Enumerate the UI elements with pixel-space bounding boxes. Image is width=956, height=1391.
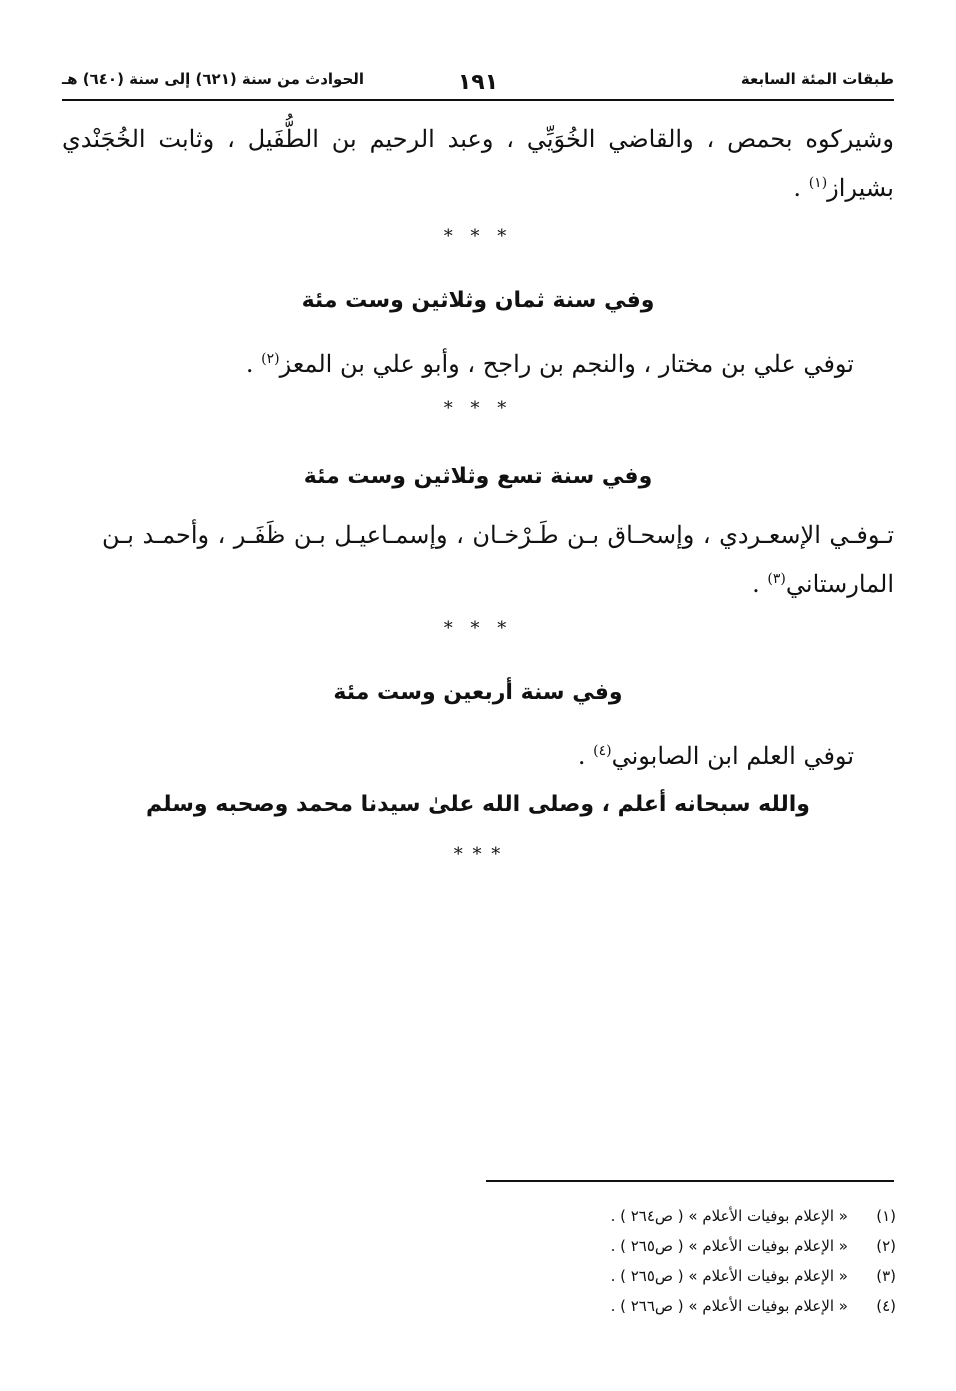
footnote-marker-1: (١) — [808, 175, 828, 191]
obituary-text: توفي علي بن مختار ، والنجم بن راجح ، وأبو علي بن المعز — [279, 350, 854, 378]
period: . — [752, 570, 768, 598]
end-mark: * * * — [453, 844, 503, 865]
footnote-1 — [611, 1207, 896, 1225]
footnote-marker-2: (٢) — [261, 351, 280, 367]
continuation-text: بشيراز — [827, 174, 894, 202]
continuation-line-2 — [793, 162, 894, 209]
obituary-text: توفي العلم ابن الصابوني — [611, 742, 854, 770]
obituary-text: المارستاني — [785, 570, 894, 598]
closing-doxology: والله سبحانه أعلم ، وصلى الله علىٰ سيدنا محمد وصحبه وسلم — [146, 792, 810, 817]
footnote-number: (٤) — [876, 1297, 896, 1315]
footnote-text: « الإعلام بوفيات الأعلام » ( ص٢٦٦ ) . — [610, 1297, 848, 1315]
footnote-text: « الإعلام بوفيات الأعلام » ( ص٢٦٥ ) . — [610, 1237, 848, 1255]
section-separator-2: * * * — [443, 398, 513, 419]
period: . — [577, 742, 594, 770]
section-separator-3: * * * — [443, 618, 513, 639]
header-rule — [62, 99, 894, 101]
footnote-text: « الإعلام بوفيات الأعلام » ( ص٢٦٤ ) . — [610, 1207, 848, 1225]
period: . — [793, 174, 809, 202]
footnote-number: (٢) — [876, 1237, 896, 1255]
footnote-3 — [611, 1267, 896, 1285]
section-638-text — [246, 338, 854, 385]
section-separator-1: * * * — [443, 226, 513, 247]
section-heading-638: وفي سنة ثمان وثلاثين وست مئة — [301, 288, 655, 313]
page-number: ١٩١ — [457, 70, 499, 95]
footnote-4 — [611, 1297, 896, 1315]
section-640-text — [578, 730, 854, 777]
section-heading-640: وفي سنة أربعين وست مئة — [333, 680, 623, 705]
footnote-2 — [611, 1237, 896, 1255]
footnote-marker-3: (٣) — [767, 571, 786, 587]
footnote-text: « الإعلام بوفيات الأعلام » ( ص٢٦٥ ) . — [610, 1267, 848, 1285]
footnote-number: (٣) — [876, 1267, 896, 1285]
running-header-book-title: طبقات المئة السابعة — [740, 70, 894, 88]
footnote-rule — [486, 1180, 894, 1182]
running-header-chapter-title: الحوادث من سنة (٦٢١) إلى سنة (٦٤٠) هـ — [62, 70, 365, 88]
period: . — [245, 350, 262, 378]
footnote-marker-4: (٤) — [593, 743, 612, 759]
footnote-number: (١) — [876, 1207, 896, 1225]
section-639-line-1: تـوفـي الإسعـردي ، وإسحـاق بـن طَـرْخـان ، وإسمـاعيـل بـن ظَفَـر ، وأحمـد بـن — [102, 521, 894, 549]
section-639-line-2 — [752, 558, 894, 605]
continuation-line-1: وشيركوه بحمص ، والقاضي الخُوَيِّي ، وعبد الرحيم بن الطُّفَيل ، وثابت الخُجَنْدي — [62, 125, 894, 153]
section-heading-639: وفي سنة تسع وثلاثين وست مئة — [303, 464, 653, 489]
